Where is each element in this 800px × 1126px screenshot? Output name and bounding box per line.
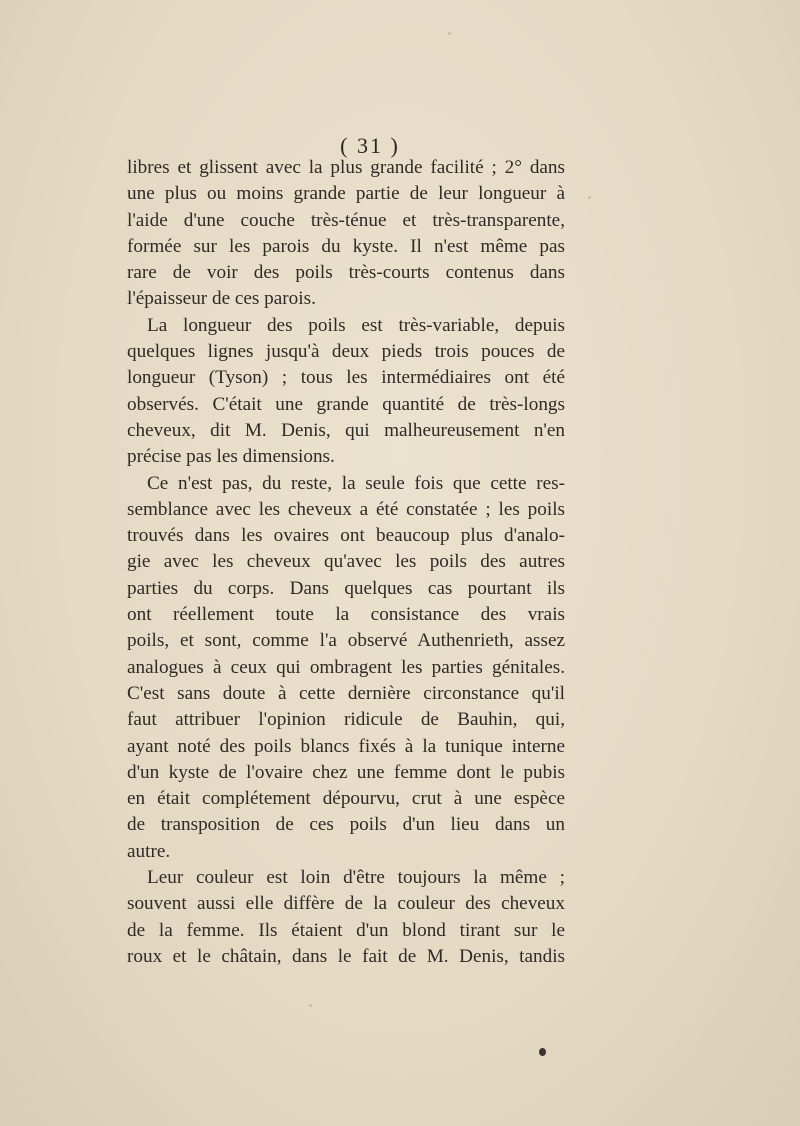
text-line: l'aide d'une couche très-ténue et très-transparente, [127, 209, 565, 231]
text-line: Leur couleur est loin d'être toujours la même ; [147, 867, 565, 889]
text-line: roux et le châtain, dans le fait de M. Denis, tandis [127, 945, 565, 967]
ink-dot [539, 1048, 546, 1056]
text-line: trouvés dans les ovaires ont beaucoup plus d'analo- [127, 525, 565, 547]
body-text [127, 155, 565, 970]
text-line: l'épaisseur de ces parois. [127, 288, 316, 310]
text-line: une plus ou moins grande partie de leur longueur à [127, 183, 565, 205]
text-line: autre. [127, 840, 171, 862]
text-line: ayant noté des poils blancs fixés à la tunique interne [127, 735, 565, 757]
text-line: Ce n'est pas, du reste, la seule fois que cette res- [147, 472, 565, 494]
text-line: analogues à ceux qui ombragent les parties génitales. [127, 656, 565, 678]
text-line: faut attribuer l'opinion ridicule de Bauhin, qui, [127, 709, 565, 731]
text-line: d'un kyste de l'ovaire chez une femme dont le pubis [127, 761, 565, 783]
text-line: formée sur les parois du kyste. Il n'est même pas [127, 235, 565, 257]
ink-spot [448, 32, 451, 35]
text-line: en était complétement dépourvu, crut à une espèce [127, 788, 565, 810]
text-line: cheveux, dit M. Denis, qui malheureusement n'en [127, 419, 565, 441]
text-line: observés. C'était une grande quantité de très-longs [127, 393, 565, 415]
text-line: poils, et sont, comme l'a observé Authenrieth, assez [127, 630, 565, 652]
text-line: longueur (Tyson) ; tous les intermédiaires ont été [127, 367, 565, 389]
text-line: libres et glissent avec la plus grande facilité ; 2° dans [127, 157, 565, 178]
text-line: de transposition de ces poils d'un lieu dans un [127, 814, 565, 836]
text-line: La longueur des poils est très-variable, depuis [147, 314, 565, 336]
text-line: souvent aussi elle diffère de la couleur des cheveux [127, 893, 565, 915]
text-line: quelques lignes jusqu'à deux pieds trois pouces de [127, 341, 565, 363]
text-line: de la femme. Ils étaient d'un blond tirant sur le [127, 919, 565, 941]
text-line: ont réellement toute la consistance des vrais [127, 604, 565, 626]
text-line: gie avec les cheveux qu'avec les poils des autres [127, 551, 565, 573]
ink-spot [309, 1004, 312, 1007]
text-line: semblance avec les cheveux a été constatée ; les poils [127, 498, 565, 520]
text-line: rare de voir des poils très-courts contenus dans [127, 262, 565, 284]
ink-spot [588, 196, 591, 199]
page-number: ( 31 ) [340, 133, 400, 158]
text-line: parties du corps. Dans quelques cas pourtant ils [127, 577, 565, 599]
text-line: C'est sans doute à cette dernière circonstance qu'il [127, 682, 565, 704]
text-line: précise pas les dimensions. [127, 446, 335, 468]
